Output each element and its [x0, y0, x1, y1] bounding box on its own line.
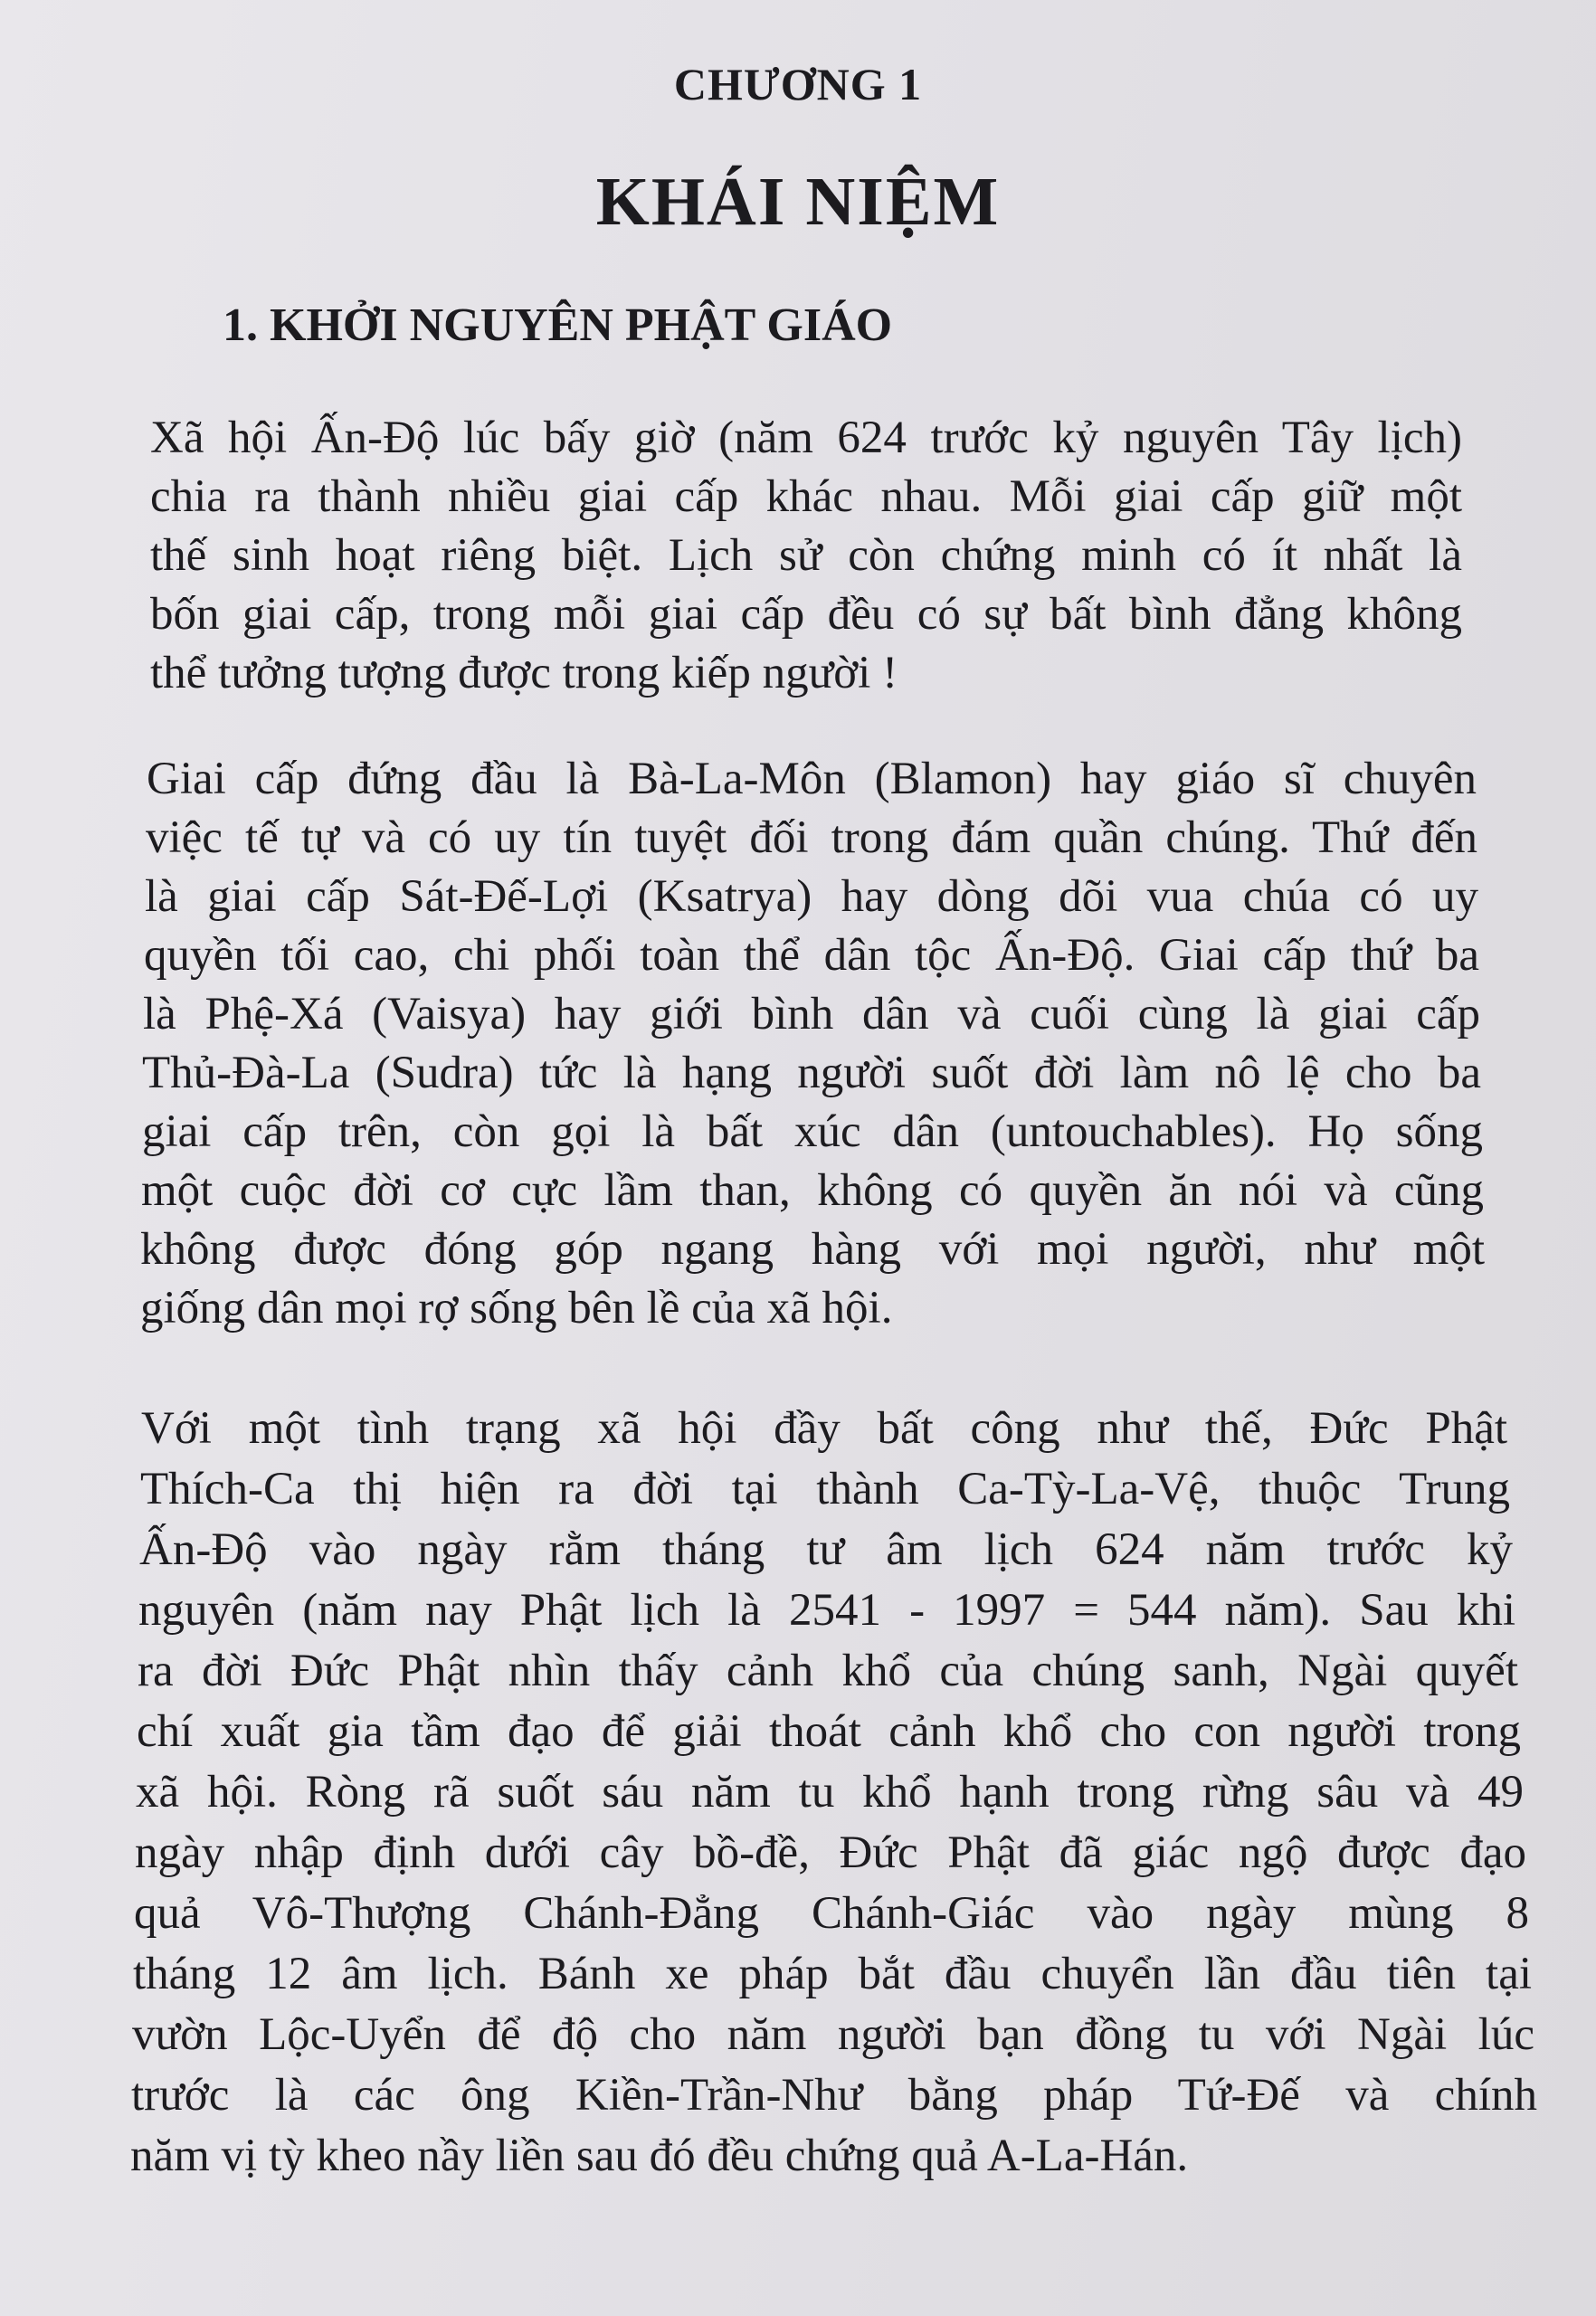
section-heading: 1. KHỞI NGUYÊN PHẬT GIÁO [223, 299, 893, 351]
paragraph-line: quyền tối cao, chi phối toàn thể dân tộc Ấn-Độ. Giai cấp thứ ba [144, 930, 1479, 981]
paragraph-line: ngày nhập định dưới cây bồ-đề, Đức Phật đã giác ngộ được đạo [135, 1827, 1526, 1878]
paragraph-line: ra đời Đức Phật nhìn thấy cảnh khổ của chúng sanh, Ngài quyết [138, 1646, 1518, 1696]
paragraph-line: Thích-Ca thị hiện ra đời tại thành Ca-Tỳ-La-Vệ, thuộc Trung [140, 1464, 1510, 1514]
paragraph-line: chí xuất gia tầm đạo để giải thoát cảnh khổ cho con người trong [137, 1706, 1521, 1757]
paragraph-line: xã hội. Ròng rã suốt sáu năm tu khổ hạnh trong rừng sâu và 49 [136, 1767, 1524, 1818]
paragraph-line: không được đóng góp ngang hàng với mọi người, như một [140, 1224, 1485, 1275]
paragraph-line: là Phệ-Xá (Vaisya) hay giới bình dân và cuối cùng là giai cấp [143, 989, 1480, 1039]
paragraph-line: chia ra thành nhiều giai cấp khác nhau. Mỗi giai cấp giữ một [150, 471, 1462, 522]
paragraph-line: vườn Lộc-Uyển để độ cho năm người bạn đồng tu với Ngài lúc [132, 2009, 1534, 2060]
paragraph-line: nguyên (năm nay Phật lịch là 2541 - 1997 = 544 năm). Sau khi [138, 1585, 1515, 1636]
paragraph-line: Xã hội Ấn-Độ lúc bấy giờ (năm 624 trước kỷ nguyên Tây lịch) [150, 413, 1462, 463]
paragraph-line: thế sinh hoạt riêng biệt. Lịch sử còn chứng minh có ít nhất là [150, 530, 1462, 581]
paragraph-line: quả Vô-Thượng Chánh-Đẳng Chánh-Giác vào ngày mùng 8 [134, 1888, 1529, 1939]
paragraph-line: việc tế tự và có uy tín tuyệt đối trong đám quần chúng. Thứ đến [146, 812, 1477, 863]
paragraph-line: một cuộc đời cơ cực lầm than, không có quyền ăn nói và cũng [141, 1165, 1484, 1216]
paragraph-line: thể tưởng tượng được trong kiếp người ! [150, 648, 898, 698]
paragraph-line: Với một tình trạng xã hội đầy bất công như thế, Đức Phật [141, 1403, 1507, 1454]
paragraph-line: Thủ-Đà-La (Sudra) tức là hạng người suốt đời làm nô lệ cho ba [142, 1048, 1481, 1098]
paragraph-line: giai cấp trên, còn gọi là bất xúc dân (untouchables). Họ sống [142, 1106, 1483, 1157]
paragraph-line: trước là các ông Kiền-Trần-Như bằng pháp Tứ-Đế và chính [131, 2070, 1537, 2121]
paragraph-line: Giai cấp đứng đầu là Bà-La-Môn (Blamon) hay giáo sĩ chuyên [147, 754, 1477, 804]
paragraph-line: bốn giai cấp, trong mỗi giai cấp đều có sự bất bình đẳng không [150, 589, 1462, 640]
paragraph-line: Ấn-Độ vào ngày rằm tháng tư âm lịch 624 năm trước kỷ [139, 1524, 1513, 1575]
paragraph-line: giống dân mọi rợ sống bên lề của xã hội. [140, 1283, 893, 1334]
paragraph-line: năm vị tỳ kheo nầy liền sau đó đều chứng quả A-La-Hán. [130, 2131, 1189, 2181]
paragraph-line: tháng 12 âm lịch. Bánh xe pháp bắt đầu chuyển lần đầu tiên tại [133, 1949, 1532, 1999]
chapter-title: KHÁI NIỆM [595, 164, 1001, 240]
chapter-label: CHƯƠNG 1 [673, 59, 923, 109]
paragraph-line: là giai cấp Sát-Đế-Lợi (Ksatrya) hay dòng dõi vua chúa có uy [145, 871, 1478, 922]
